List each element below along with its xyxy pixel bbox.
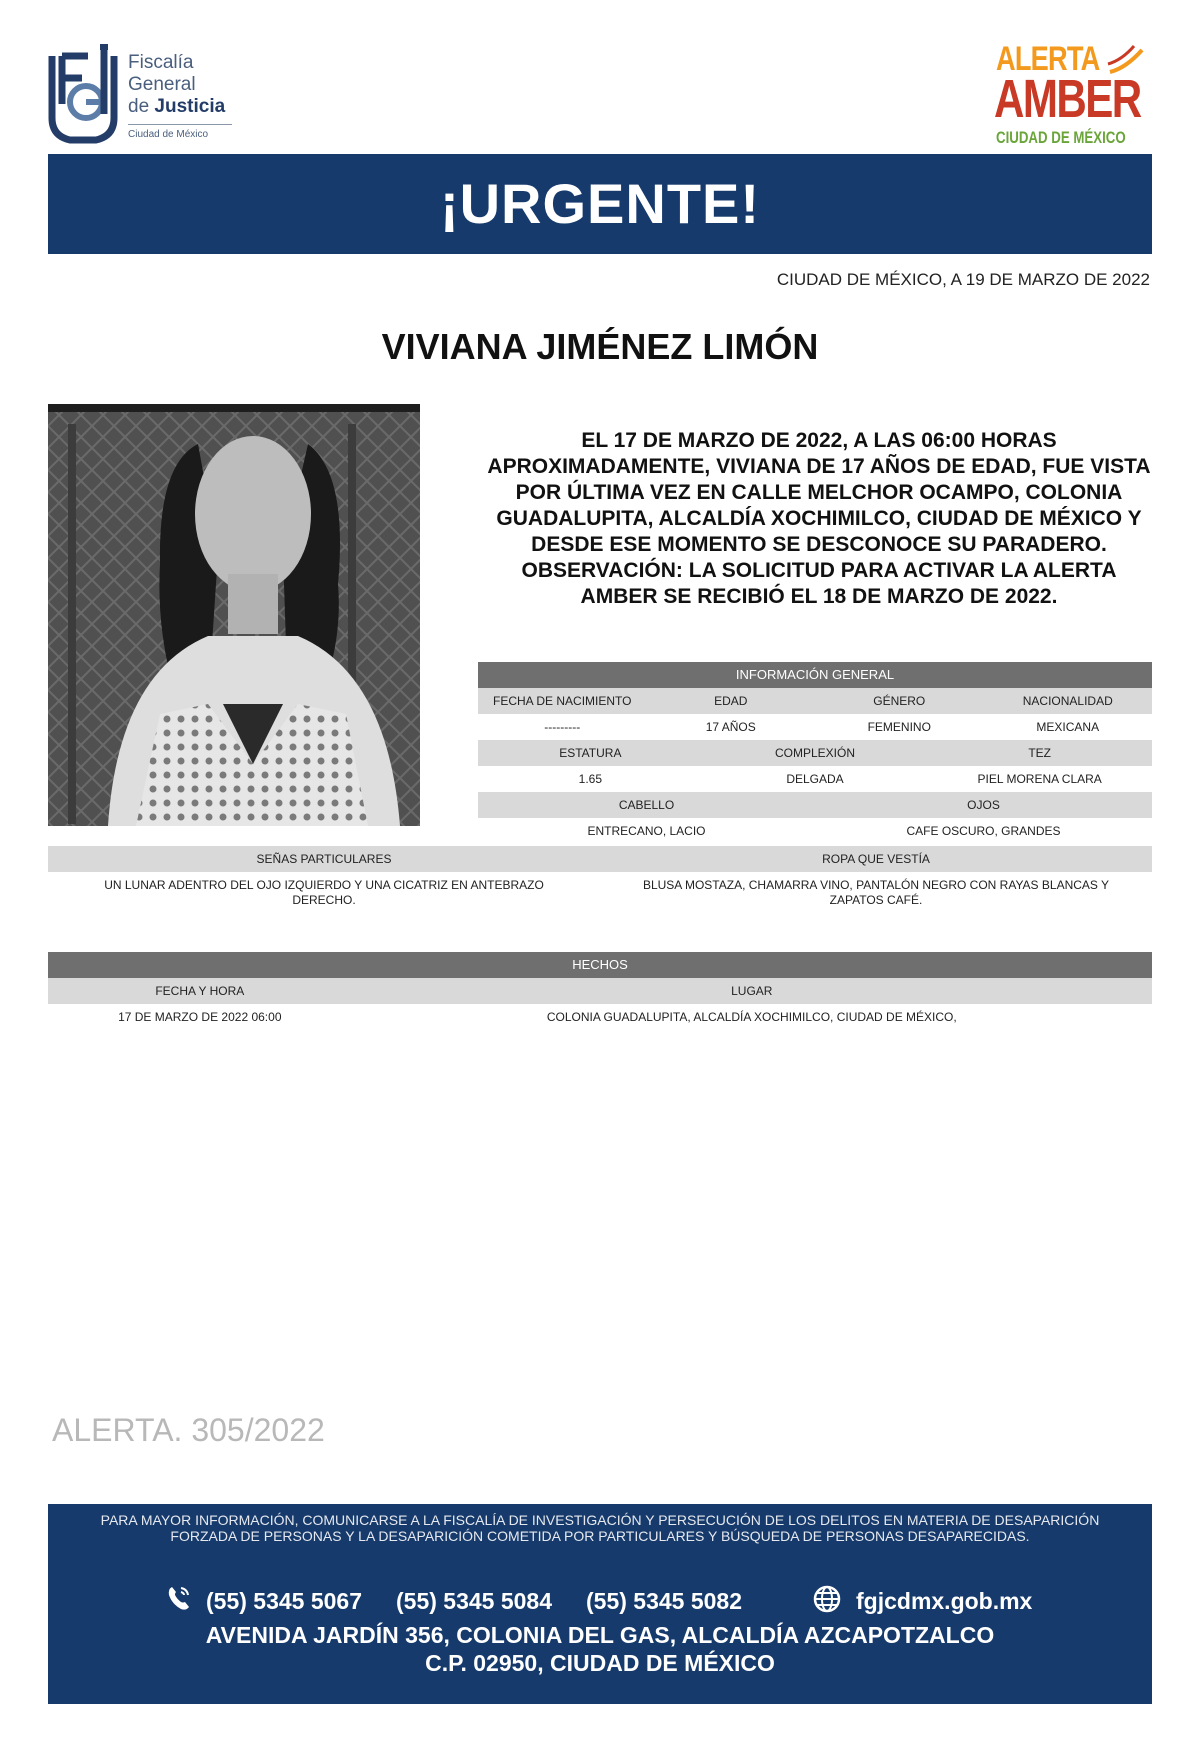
phone-number-3[interactable]: (55) 5345 5082 [586,1588,743,1614]
marks-clothing-headers [48,846,1152,872]
narrative-text: EL 17 DE MARZO DE 2022, A LAS 06:00 HORAS APROXIMADAMENTE, VIVIANA DE 17 AÑOS DE EDAD, FUE VISTA POR ÚLTIMA VEZ EN CALLE MELCHOR OCAMPO, COLONIA GUADALUPITA, ALCALDÍA XOCHIMILCO, CIUDAD DE MÉXICO Y DESDE ESE MOMENTO SE DESCONOCE SU PARADERO. OBSERVACIÓN: LA SOLICITUD PARA ACTIVAR LA ALERTA AMBER SE RECIBIÓ EL 18 DE MARZO DE 2022. [487,429,1151,608]
header-gender: GÉNERO [873,694,926,708]
value-hair: ENTRECANO, LACIO [587,824,706,838]
header-birthdate: FECHA DE NACIMIENTO [493,694,632,708]
issue-date: CIUDAD DE MÉXICO, A 19 DE MARZO DE 2022 [776,270,1150,289]
amber-logo-line1: ALERTA [996,40,1100,78]
amber-logo-line3: CIUDAD DE MÉXICO [996,128,1126,147]
footer-note: PARA MAYOR INFORMACIÓN, COMUNICARSE A LA FISCALÍA DE INVESTIGACIÓN Y PERSECUCIÓN DE LOS DELITOS EN MATERIA DE DESAPARICIÓN FORZADA DE PERSONAS Y LA DESAPARICIÓN COMETIDA POR PARTICULARES Y BÚSQUEDA DE PERSONAS DESAPARECIDAS. [100,1512,1100,1544]
header-date-time: FECHA Y HORA [155,984,245,998]
value-height: 1.65 [578,772,603,786]
globe-icon [812,1584,842,1614]
value-place: COLONIA GUADALUPITA, ALCALDÍA XOCHIMILCO, CIUDAD DE MÉXICO, [546,1010,957,1024]
header-distinctive-marks: SEÑAS PARTICULARES [256,852,392,866]
header-eyes: OJOS [967,798,1000,812]
contact-line [118,1584,1098,1618]
value-date-time: 17 DE MARZO DE 2022 06:00 [118,1010,282,1024]
value-clothing: BLUSA MOSTAZA, CHAMARRA VINO, PANTALÓN NEGRO CON RAYAS BLANCAS Y ZAPATOS CAFÉ. [642,878,1110,907]
address-line-1: AVENIDA JARDÍN 356, COLONIA DEL GAS, ALCALDÍA AZCAPOTZALCO [205,1622,995,1648]
alerta-amber-logo [990,40,1150,148]
value-build: DELGADA [786,772,844,786]
person-photo [48,404,420,826]
info-row2-headers [478,740,1152,766]
facts-table [48,952,1152,1030]
value-age: 17 AÑOS [705,720,756,734]
phone-icon [166,1584,192,1612]
website-link[interactable]: fgjcdmx.gob.mx [856,1588,1033,1614]
fgj-logo-line3-bold: Justicia [154,96,226,117]
info-row3-values [478,818,1152,844]
urgent-banner: ¡URGENTE! [48,154,1152,254]
header-place: LUGAR [731,984,773,998]
fgj-logo-line1: Fiscalía [128,52,194,73]
facts-headers [48,978,1152,1004]
person-photo-image [48,404,420,826]
info-row1-headers [478,688,1152,714]
info-row2-values [478,766,1152,792]
fgj-logo [48,44,238,144]
phone-number-2[interactable]: (55) 5345 5084 [396,1588,553,1614]
header-hair: CABELLO [618,798,675,812]
value-eyes: CAFE OSCURO, GRANDES [906,824,1061,838]
header-height: ESTATURA [559,746,622,760]
info-row1-values [478,714,1152,740]
value-birthdate: --------- [544,720,581,734]
value-nationality: MEXICANA [1036,720,1100,734]
header-age: EDAD [714,694,748,708]
header-nationality: NACIONALIDAD [1022,694,1113,708]
person-name: VIVIANA JIMÉNEZ LIMÓN [381,326,819,367]
address-line-2: C.P. 02950, CIUDAD DE MÉXICO [425,1650,775,1676]
header-build: COMPLEXIÓN [775,746,856,760]
fgj-logo-line4: Ciudad de México [128,129,209,140]
marks-clothing-table [48,846,1152,908]
fgj-emblem-icon [48,44,122,144]
value-gender: FEMENINO [867,720,931,734]
header-clothing: ROPA QUE VESTÍA [822,852,930,866]
fgj-logo-line3-prefix: de [128,96,150,117]
facts-values [48,1004,1152,1030]
alert-number: ALERTA. 305/2022 [52,1412,325,1448]
fgj-logo-divider [128,124,232,125]
value-complexion: PIEL MORENA CLARA [977,772,1102,786]
general-info-title: INFORMACIÓN GENERAL [478,662,1152,688]
contact-footer [48,1504,1152,1704]
header-complexion: TEZ [1028,746,1052,760]
fgj-logo-line3 [128,96,248,118]
phone-number-1[interactable]: (55) 5345 5067 [206,1588,363,1614]
marks-clothing-values [48,872,1152,908]
general-info-table [478,662,1152,844]
amber-logo-line2: AMBER [994,69,1141,129]
facts-title: HECHOS [48,952,1152,978]
info-row3-headers [478,792,1152,818]
value-distinctive-marks: UN LUNAR ADENTRO DEL OJO IZQUIERDO Y UNA CICATRIZ EN ANTEBRAZO DERECHO. [104,878,544,907]
fgj-logo-line2: General [128,74,196,95]
